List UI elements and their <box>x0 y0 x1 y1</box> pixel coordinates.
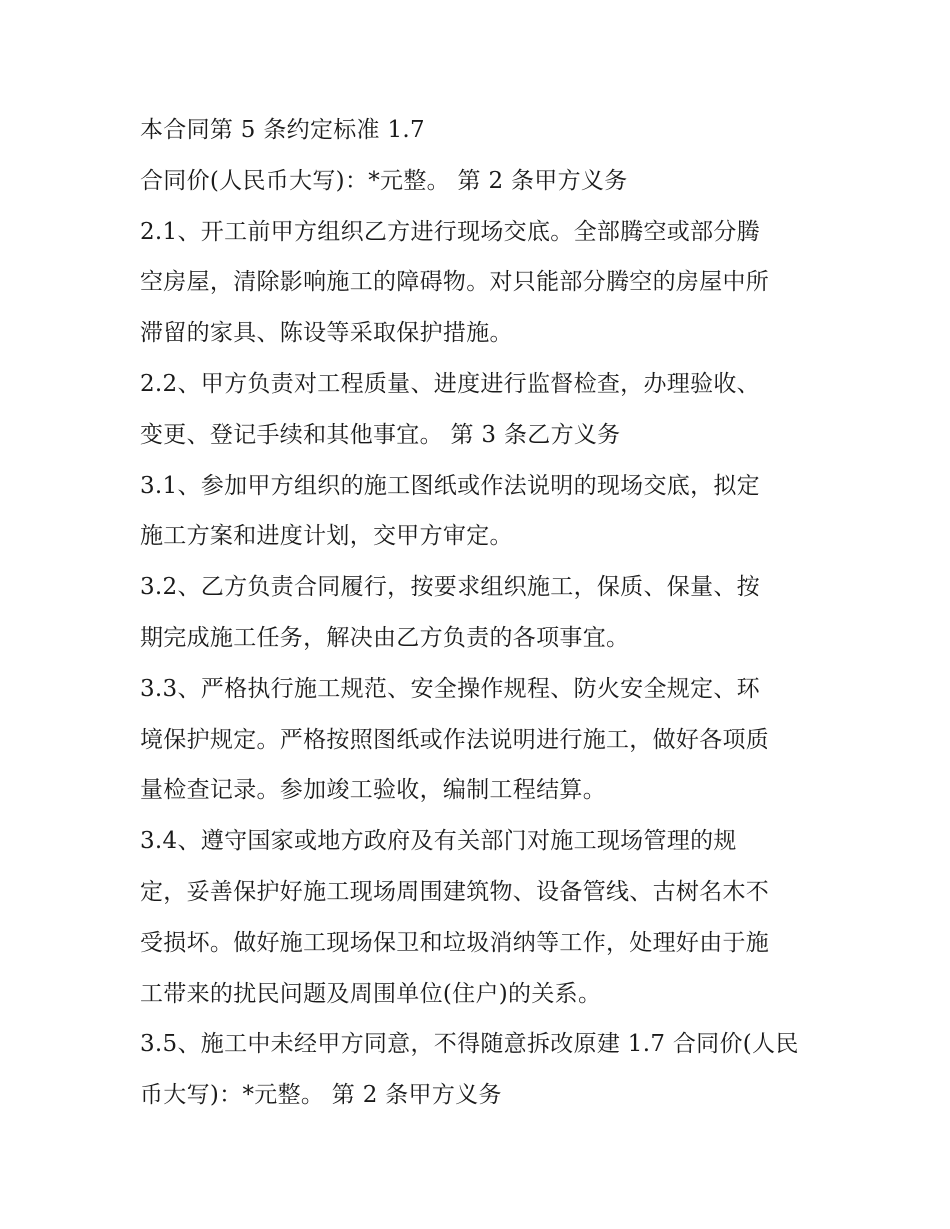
text-line: 期完成施工任务，解决由乙方负责的各项事宜。 <box>140 624 630 651</box>
text-line: 币大写)：*元整。 第 2 条甲方义务 <box>140 1082 502 1109</box>
text-line: 空房屋，清除影响施工的障碍物。对只能部分腾空的房屋中所 <box>140 269 770 296</box>
text-line: 受损坏。做好施工现场保卫和垃圾消纳等工作，处理好由于施 <box>140 929 770 956</box>
text-line: 施工方案和进度计划，交甲方审定。 <box>140 523 513 550</box>
text-line: 工带来的扰民问题及周围单位(住户)的关系。 <box>140 980 602 1007</box>
text-line: 滞留的家具、陈设等采取保护措施。 <box>140 320 513 347</box>
text-line: 2.1、开工前甲方组织乙方进行现场交底。全部腾空或部分腾 <box>140 218 760 245</box>
text-line: 3.3、严格执行施工规范、安全操作规程、防火安全规定、环 <box>140 675 760 702</box>
text-line: 量检查记录。参加竣工验收，编制工程结算。 <box>140 777 606 804</box>
text-line: 2.2、甲方负责对工程质量、进度进行监督检查，办理验收、 <box>140 370 760 397</box>
contract-text <box>140 105 840 1121</box>
text-line: 变更、登记手续和其他事宜。 第 3 条乙方义务 <box>140 421 621 448</box>
text-line: 合同价(人民币大写)：*元整。 第 2 条甲方义务 <box>140 167 628 194</box>
text-line: 本合同第 5 条约定标准 1.7 <box>140 117 425 143</box>
text-line: 3.1、参加甲方组织的施工图纸或作法说明的现场交底，拟定 <box>140 472 760 499</box>
text-line: 定，妥善保护好施工现场周围建筑物、设备管线、古树名木不 <box>140 878 770 905</box>
text-line: 3.4、遵守国家或地方政府及有关部门对施工现场管理的规 <box>140 828 737 855</box>
text-line: 3.2、乙方负责合同履行，按要求组织施工，保质、保量、按 <box>140 574 760 601</box>
text-line: 3.5、施工中未经甲方同意，不得随意拆改原建 1.7 合同价(人民 <box>140 1031 799 1058</box>
text-line: 境保护规定。严格按照图纸或作法说明进行施工，做好各项质 <box>140 726 770 753</box>
